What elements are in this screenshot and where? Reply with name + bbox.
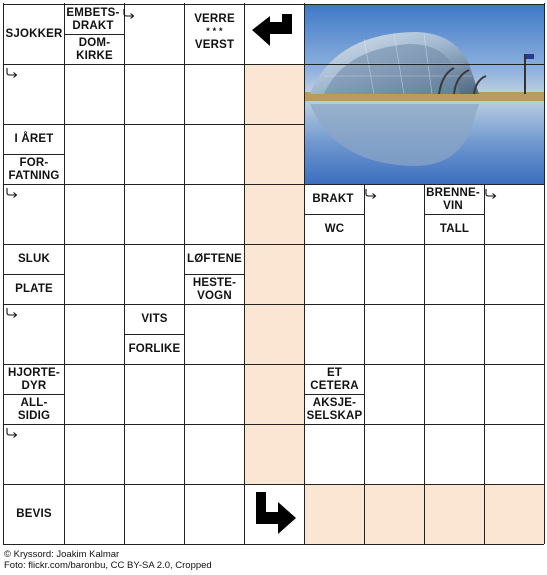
clue-vits: VITS [141, 313, 168, 325]
hook-arrow-right-icon [484, 188, 498, 202]
clue-plate: PLATE [15, 283, 53, 295]
clue-hestevogn: HESTE- VOGN [192, 276, 237, 302]
clue-allsidig: ALL- SIDIG [17, 396, 51, 422]
hook-arrow-right-icon [5, 67, 19, 81]
clue-forlike: FORLIKE [128, 343, 181, 355]
big-arrow-down-left-icon [248, 8, 300, 60]
hook-arrow-right-icon [5, 307, 19, 321]
hook-arrow-right-icon [364, 188, 378, 202]
clue-loftene: LØFTENE [186, 253, 243, 265]
clue-wc: WC [324, 223, 345, 235]
glass-dome-photo [304, 4, 544, 185]
clue-sjokker: SJOKKER [5, 28, 63, 40]
solution-cell[interactable] [244, 65, 304, 485]
hook-arrow-right-icon [122, 8, 136, 22]
credit-crossword: © Kryssord: Joakim Kalmar [4, 549, 120, 560]
clue-hjortedyr: HJORTE- DYR [8, 366, 60, 392]
clue-i-aret: I ÅRET [14, 133, 54, 145]
clue-aksjeselskap: AKSJE- SELSKAP [306, 396, 363, 422]
clue-embetsdrakt: EMBETS- DRAKT [66, 6, 120, 32]
clue-verre: VERRE [194, 12, 235, 25]
hook-arrow-right-icon [5, 187, 19, 201]
clue-brennevin: BRENNE- VIN [426, 186, 480, 212]
clue-brakt: BRAKT [312, 193, 354, 205]
clue-tall: TALL [439, 223, 470, 235]
clue-et-cetera: ET CETERA [310, 366, 359, 392]
clue-stars: * * * [206, 25, 223, 36]
clue-verst: VERST [194, 38, 235, 51]
clue-sluk: SLUK [17, 253, 51, 265]
credits [4, 549, 212, 571]
clue-domkirke: DOM- KIRKE [76, 36, 113, 62]
puzzle-photo [304, 4, 544, 185]
clue-bevis: BEVIS [16, 508, 52, 520]
big-arrow-down-right-icon [248, 488, 300, 540]
hook-arrow-right-icon [5, 427, 19, 441]
credit-photo: Foto: flickr.com/baronbu, CC BY-SA 2.0, Cropped [4, 560, 212, 571]
clue-forfatning: FOR- FATNING [8, 156, 60, 182]
